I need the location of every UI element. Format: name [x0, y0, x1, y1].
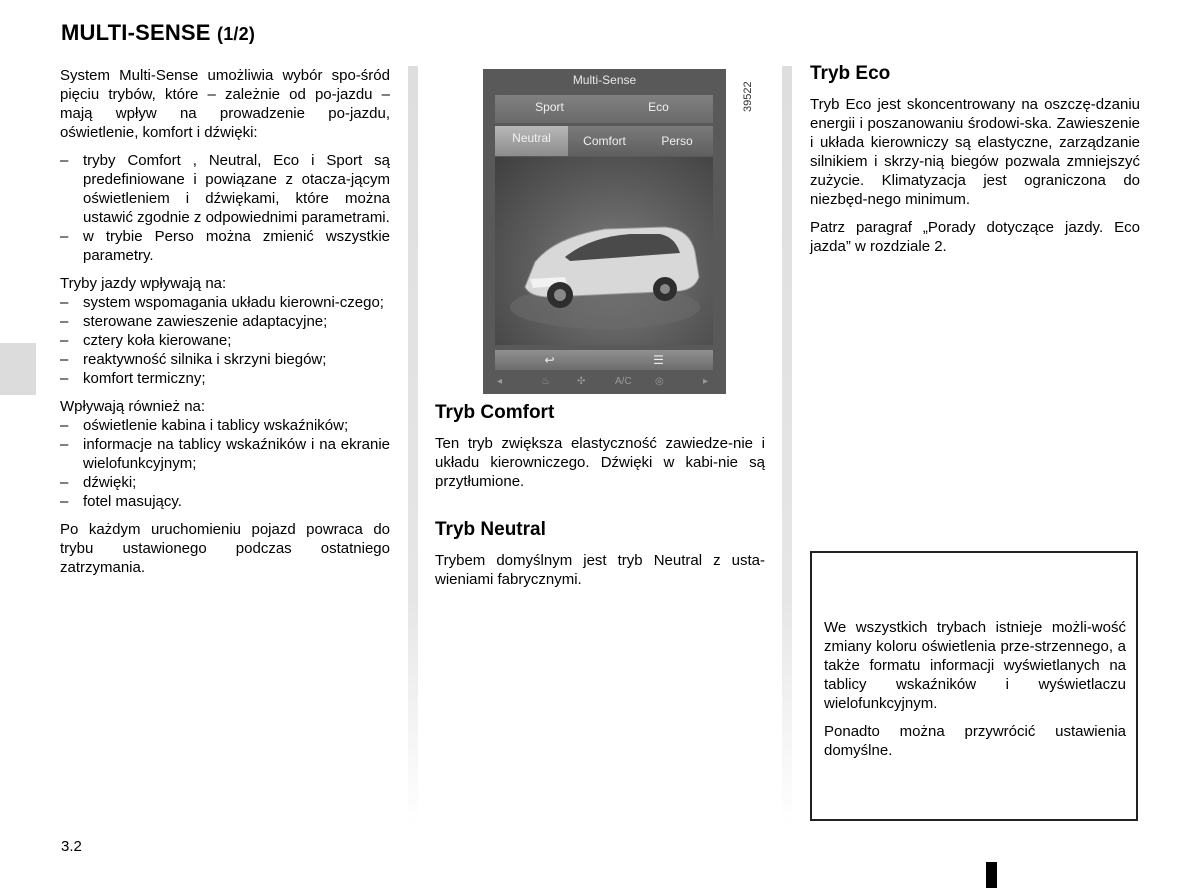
list-item: – reaktywność silnika i skrzyni biegów;	[60, 350, 390, 369]
ac-label: A/C	[615, 376, 632, 387]
mode-tabs-top	[495, 95, 713, 123]
column-3	[810, 63, 1140, 265]
neutral-heading: Tryb Neutral	[435, 519, 546, 540]
list-item: – system wspomagania układu kierowni-czego;	[60, 293, 390, 312]
closing-paragraph: Po każdym uruchomieniu pojazd powraca do trybu ustawionego podczas ostatniego zatrzymania.	[60, 521, 390, 576]
column-1	[60, 66, 390, 586]
fan-icon: ✣	[577, 376, 586, 387]
menu-icon: ☰	[653, 353, 664, 367]
eco-reference: Patrz paragraf „Porady dotyczące jazdy. Eco jazda” w rozdziale 2.	[810, 219, 1140, 255]
screen-header: Multi-Sense	[572, 73, 637, 87]
climate-bar	[483, 374, 726, 392]
list-item: – tryby Comfort , Neutral, Eco i Sport są predefiniowane i powiązane z otacza-jącym oświetleniem i dźwiękami, które można ustawić zgodnie z odpowiednimi parametrami.	[60, 151, 390, 227]
tab-eco: Eco	[648, 100, 669, 114]
back-icon: ↩	[544, 353, 555, 367]
page-edge-marker	[986, 862, 997, 888]
note-paragraph-2: Ponadto można przywrócić ustawienia domyślne.	[824, 723, 1126, 759]
tab-neutral: Neutral	[495, 126, 568, 156]
column-2	[435, 402, 765, 598]
comfort-heading: Tryb Comfort	[435, 402, 555, 423]
tab-comfort: Comfort	[583, 134, 626, 148]
list-item: – informacje na tablicy wskaźników i na ekranie wielofunkcyjnym;	[60, 435, 390, 473]
modes-list	[60, 293, 390, 388]
modes-intro: Tryby jazdy wpływają na:	[60, 275, 227, 292]
tab-sport: Sport	[535, 100, 564, 114]
page-number: 3.2	[61, 838, 82, 855]
temperature-right-icon: ▸	[703, 376, 709, 387]
comfort-paragraph: Ten tryb zwiększa elastyczność zawiedze-nie i układu kierowniczego. Dźwięki w kabi-nie są przytłumione.	[435, 435, 765, 490]
note-paragraph-1: We wszystkich trybach istnieje możli-wość zmiany koloru oświetlenia prze-strzennego, a także formatu informacji wyświetlanych na tablicy wskaźników i wyświetlaczu wielofunkcyjnym.	[824, 619, 1126, 712]
car-scene	[495, 157, 713, 345]
figure-reference-number: 39522	[742, 81, 754, 112]
recirculation-icon: ◎	[655, 376, 664, 387]
neutral-paragraph: Trybem domyślnym jest tryb Neutral z usta-wieniami fabrycznymi.	[435, 552, 765, 588]
tab-perso: Perso	[661, 134, 693, 148]
page-title-text: MULTI-SENSE	[61, 20, 211, 45]
eco-heading: Tryb Eco	[810, 63, 891, 84]
intro-paragraph: System Multi-Sense umożliwia wybór spo-śród pięciu trybów, które – zależnie od po-jazdu – mają wpływ na prowadzenie po-jazdu, oświetlenie, komfort i dźwięki:	[60, 67, 390, 141]
car-illustration	[495, 157, 713, 345]
list-item: – oświetlenie kabina i tablicy wskaźników;	[60, 416, 390, 435]
eco-paragraph: Tryb Eco jest skoncentrowany na oszczę-dzaniu energii i poszanowaniu środowi-ska. Zawieszenie i układa kierowniczy są elastyczne, zarządzanie silnikiem i skrzy-nią biegów pozwala zmniejszyć zużycie. Klimatyzacja jest ograniczona do niezbęd-nego minimum.	[810, 96, 1140, 208]
multisense-screen-figure	[483, 69, 726, 394]
intro-list	[60, 151, 390, 265]
page-title	[61, 20, 255, 46]
list-item: – komfort termiczny;	[60, 369, 390, 388]
page-title-suffix: (1/2)	[217, 24, 256, 44]
list-item: – fotel masujący.	[60, 492, 390, 511]
note-box	[810, 551, 1138, 821]
list-item: – w trybie Perso można zmienić wszystkie parametry.	[60, 227, 390, 265]
column-divider-right	[782, 66, 792, 826]
list-item: – sterowane zawieszenie adaptacyjne;	[60, 312, 390, 331]
mode-tabs-bottom	[495, 126, 713, 156]
seat-heat-icon: ♨	[541, 376, 550, 387]
column-divider-left	[408, 66, 418, 826]
temperature-left-icon: ◂	[497, 376, 503, 387]
chapter-tab	[0, 343, 36, 395]
list-item: – dźwięki;	[60, 473, 390, 492]
list-item: – cztery koła kierowane;	[60, 331, 390, 350]
also-list	[60, 416, 390, 511]
screen-nav-bar	[495, 350, 713, 370]
also-intro: Wpływają również na:	[60, 398, 206, 415]
